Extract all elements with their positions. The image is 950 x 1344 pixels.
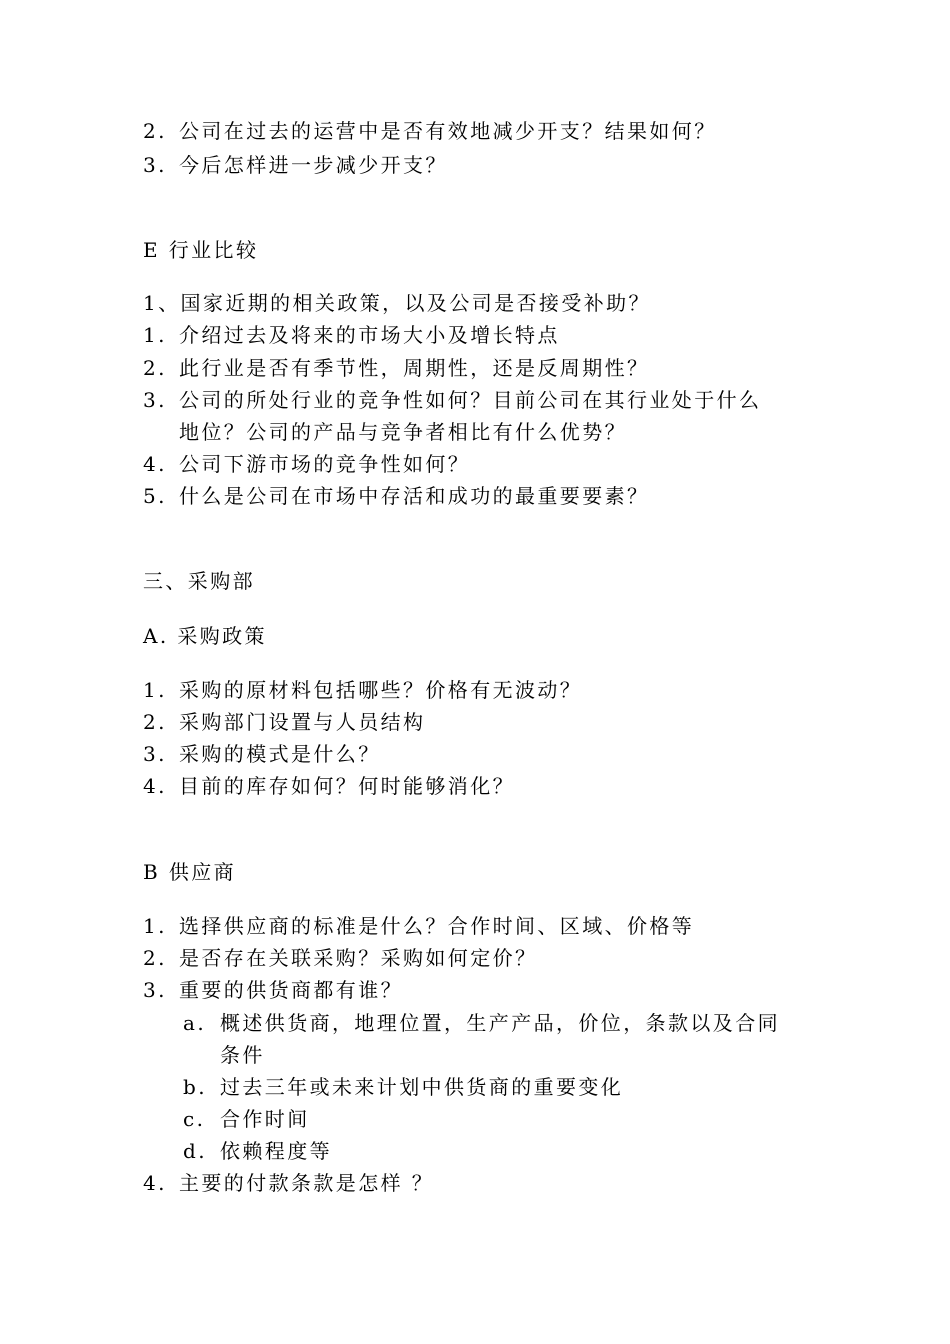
list-number: 5. [143,484,167,508]
section-heading: E 行业比较 [143,238,259,262]
list-text: 采购部门设置与人员结构 [179,710,426,734]
sub-list-letter: c. [183,1107,206,1131]
sub-list-item [183,1075,623,1099]
list-text: 公司下游市场的竞争性如何？ [179,452,471,476]
list-text: 重要的供货商都有谁？ [179,978,403,1002]
sub-list-text: 过去三年或未来计划中供货商的重要变化 [220,1075,624,1099]
list-text: 今后怎样进一步减少开支？ [179,153,448,177]
section-heading: A. 采购政策 [143,624,267,648]
list-item [143,119,717,143]
list-item [143,678,582,702]
list-text: 目前的库存如何？何时能够消化？ [179,774,515,798]
sub-list-letter: b. [183,1075,207,1099]
list-number: 2. [143,946,167,970]
list-text: 此行业是否有季节性，周期性，还是反周期性？ [179,356,650,380]
list-number: 4. [143,452,167,476]
list-number: 4. [143,1171,167,1195]
list-item: 1、国家近期的相关政策，以及公司是否接受补助？ [143,291,651,315]
list-item [143,323,560,347]
list-text: 介绍过去及将来的市场大小及增长特点 [179,323,560,347]
list-item [143,774,515,798]
sub-list-item [183,1107,310,1131]
list-item-continuation: 地位？公司的产品与竞争者相比有什么优势？ [179,420,627,444]
list-number: 2. [143,710,167,734]
list-number: 2. [143,356,167,380]
sub-list-text: 依赖程度等 [220,1139,332,1163]
list-item [143,742,381,766]
sub-list-letter: d. [183,1139,207,1163]
list-text: 公司在过去的运营中是否有效地减少开支？结果如何？ [179,119,717,143]
list-number: 1. [143,678,167,702]
list-item [143,914,694,938]
list-number: 3. [143,978,167,1002]
sub-list-item [183,1139,332,1163]
list-text: 什么是公司在市场中存活和成功的最重要要素？ [179,484,650,508]
section-heading: B 供应商 [143,860,237,884]
list-number: 3. [143,388,167,412]
list-item [143,946,537,970]
list-item [143,484,649,508]
list-item [143,452,470,476]
list-text: 采购的原材料包括哪些？价格有无波动？ [179,678,583,702]
list-number: 3. [143,742,167,766]
sub-list-item-continuation: 条件 [220,1043,265,1067]
list-text: 是否存在关联采购？采购如何定价？ [179,946,538,970]
list-number: 2. [143,119,167,143]
list-text: 主要的付款条款是怎样 ？ [179,1171,435,1195]
list-number: 1. [143,323,167,347]
list-item [143,356,649,380]
part-heading: 三、采购部 [143,569,255,593]
list-item [143,978,403,1002]
sub-list-text: 合作时间 [220,1107,310,1131]
list-number: 1. [143,914,167,938]
list-number: 4. [143,774,167,798]
sub-list-text: 概述供货商，地理位置，生产产品，价位，条款以及合同 [220,1011,780,1035]
list-item [143,710,425,734]
list-text: 选择供应商的标准是什么？合作时间、区域、价格等 [179,914,695,938]
sub-list-item [183,1011,780,1035]
sub-list-letter: a. [183,1011,207,1035]
list-item [143,388,761,412]
list-item [143,153,448,177]
list-text: 公司的所处行业的竞争性如何？目前公司在其行业处于什么 [179,388,762,412]
list-number: 3. [143,153,167,177]
list-item [143,1171,434,1195]
list-text: 采购的模式是什么？ [179,742,381,766]
